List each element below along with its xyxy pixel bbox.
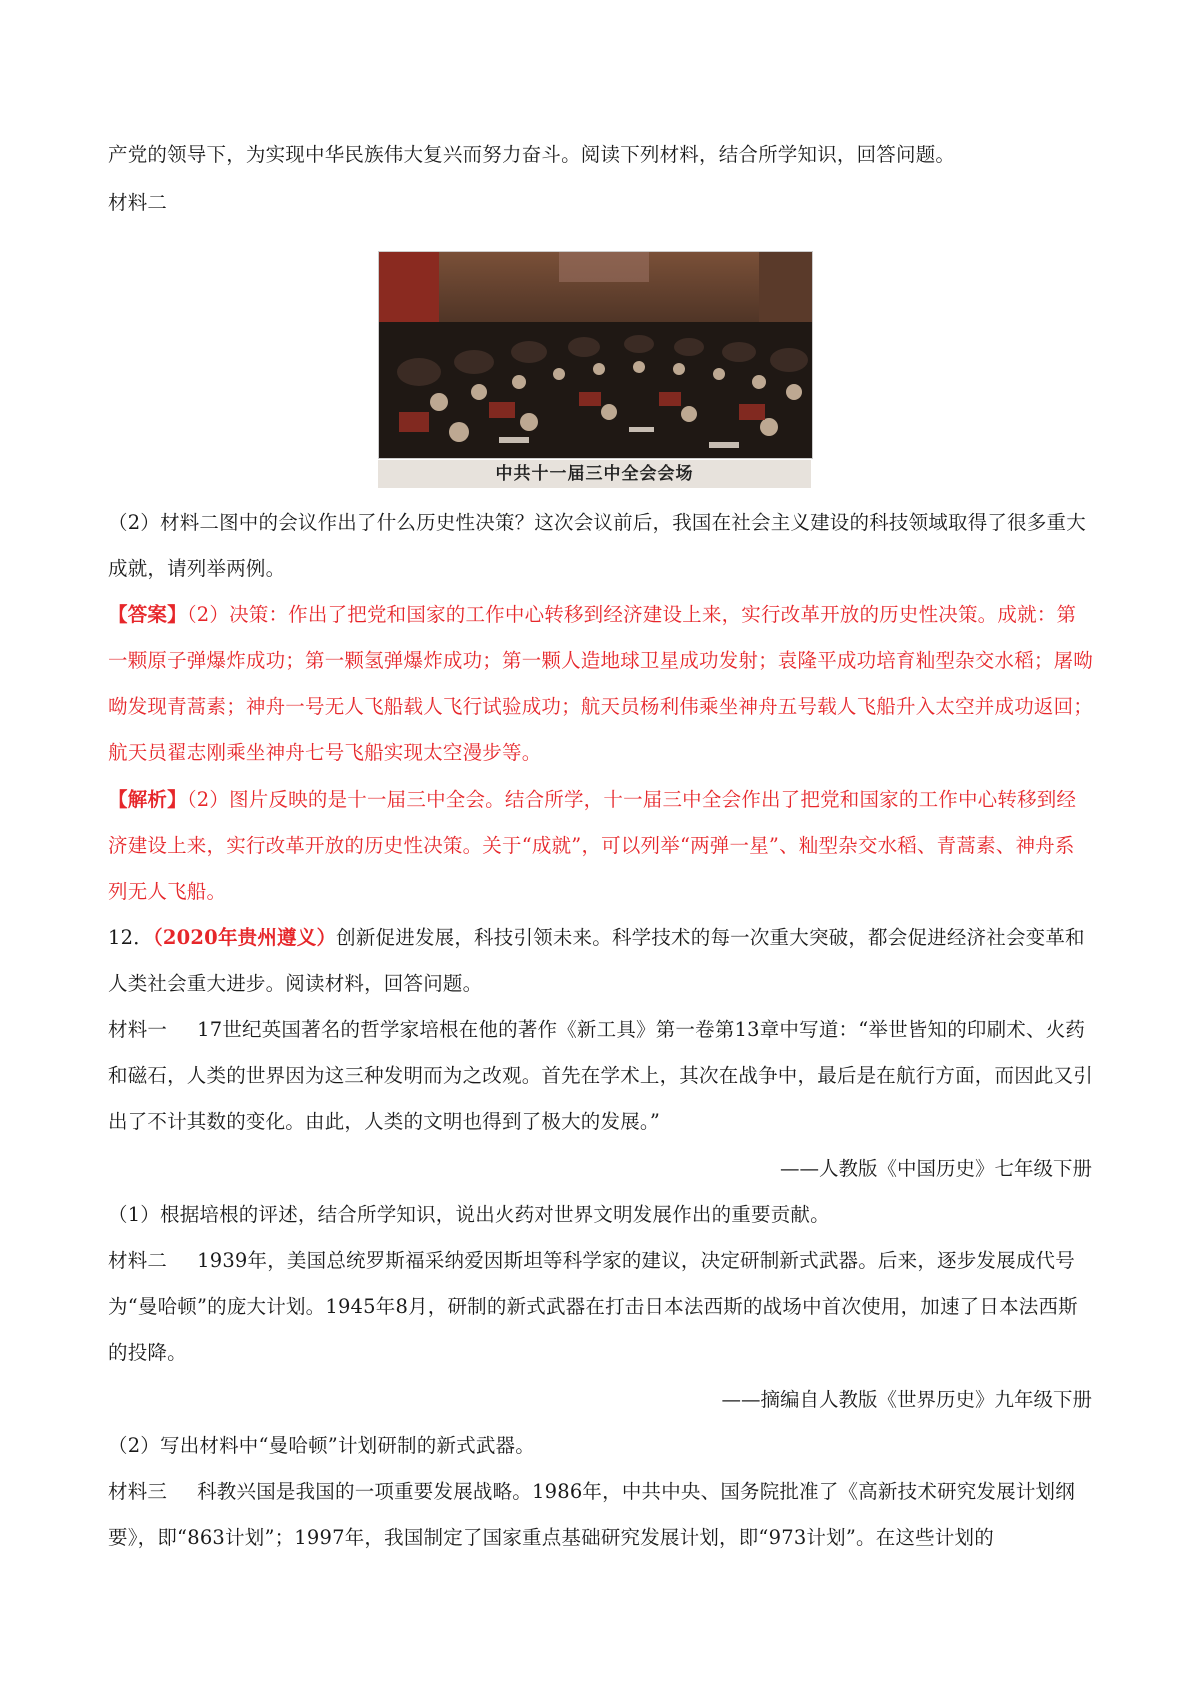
answer-block [108,592,1093,776]
material-two-text: 1939年，美国总统罗斯福采纳爱因斯坦等科学家的建议，决定研制新式武器。后来，逐步发展成代号为“曼哈顿”的庞大计划。1945年8月，研制的新式武器在打击日本法西斯的战场中首次使用，加速了日本法西斯的投降。 [108,1249,1078,1364]
meeting-photo-image [379,252,812,458]
answer-label: 【答案】 [108,603,187,626]
analysis-text: （2）图片反映的是十一届三中全会。结合所学，十一届三中全会作出了把党和国家的工作中心转移到经济建设上来，实行改革开放的历史性决策。关于“成就”，可以列举“两弹一星”、籼型杂交水稻、青蒿素、神舟系列无人飞船。 [108,788,1077,903]
material-two-label: 材料二 [108,1249,168,1272]
material-three-text: 科教兴国是我国的一项重要发展战略。1986年，中共中央、国务院批准了《高新技术研究发展计划纲要》，即“863计划”；1997年，我国制定了国家重点基础研究发展计划，即“973计划”。在这些计划的 [108,1480,1075,1549]
question-12-text: 创新促进发展，科技引领未来。科学技术的每一次重大突破，都会促进经济社会变革和人类社会重大进步。阅读材料，回答问题。 [108,926,1085,995]
question-12-part-1: （1）根据培根的评述，结合所学知识，说出火药对世界文明发展作出的重要贡献。 [108,1203,830,1226]
analysis-label: 【解析】 [108,788,187,811]
question-2-line-b: 多重大成就，请列举两例。 [108,511,1086,580]
question-2-line-a: （2）材料二图中的会议作出了什么历史性决策？这次会议前后，我国在社会主义建设的科技领域取得了很 [108,511,1027,534]
question-12-number: 12． [108,926,153,949]
question-12 [108,915,1093,1007]
photo-caption: 中共十一届三中全会会场 [378,460,811,488]
question-2-stem [108,500,1093,592]
material-three-label: 材料三 [108,1480,168,1503]
material-two-label: 材料二 [108,191,168,214]
analysis-block [108,777,1093,915]
answer-text: （2）决策：作出了把党和国家的工作中心转移到经济建设上来，实行改革开放的历史性决策。成就：第一颗原子弹爆炸成功；第一颗氢弹爆炸成功；第一颗人造地球卫星成功发射；袁隆平成功培育籼型杂交水稻；屠呦呦发现青蒿素；神舟一号无人飞船载人飞行试验成功；航天员杨利伟乘坐神舟五号载人飞船升入太空并成功返回；航天员翟志刚乘坐神舟七号飞船实现太空漫步等。 [108,603,1094,764]
material-three [108,1469,1093,1561]
paragraph-intro: 产党的领导下，为实现中华民族伟大复兴而努力奋斗。阅读下列材料，结合所学知识，回答问题。 [108,143,956,166]
material-one-text: 17世纪英国著名的哲学家培根在他的著作《新工具》第一卷第13章中写道：“举世皆知的印刷术、火药和磁石，人类的世界因为这三种发明而为之改观。首先在学术上，其次在战争中，最后是在航行方面，而因此又引出了不计其数的变化。由此，人类的文明也得到了极大的发展。” [108,1018,1094,1133]
material-one-label: 材料一 [108,1018,168,1041]
material-one [108,1007,1093,1145]
material-one-source: ——人教版《中国历史》七年级下册 [779,1157,1092,1180]
material-two-source: ——摘编自人教版《世界历史》九年级下册 [721,1388,1092,1411]
question-12-part-2: （2）写出材料中“曼哈顿”计划研制的新式武器。 [108,1434,535,1457]
material-two [108,1238,1093,1376]
question-12-source: （2020年贵州遵义） [152,926,337,949]
meeting-photo [378,251,813,459]
